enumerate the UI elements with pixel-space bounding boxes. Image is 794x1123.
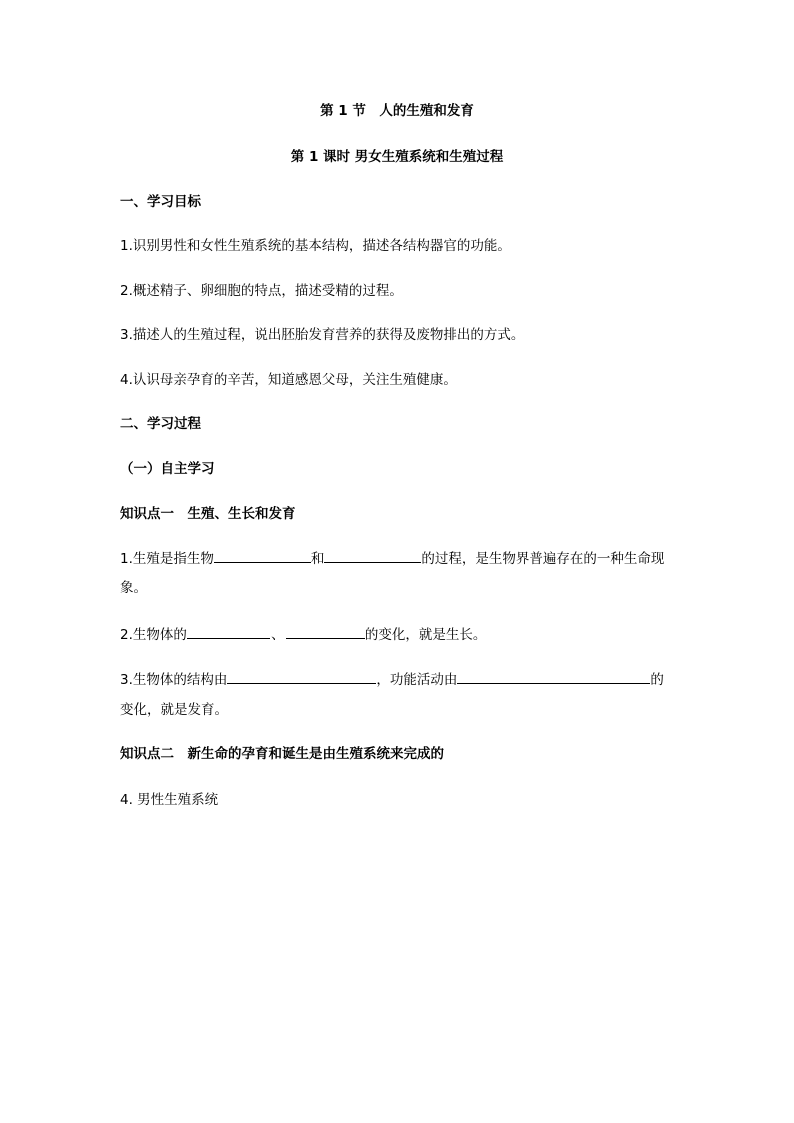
objective-item: 1.识别男性和女性生殖系统的基本结构，描述各结构器官的功能。: [120, 238, 511, 254]
section-heading-process: 二、学习过程: [120, 416, 201, 432]
question-3-continued: 变化，就是发育。: [120, 702, 228, 718]
question-1: [120, 548, 664, 569]
question-text: ，功能活动由: [376, 672, 458, 688]
question-text: 、: [271, 627, 285, 643]
page-title: 第 1 节 人的生殖和发育: [320, 103, 474, 119]
objective-item: 2.概述精子、卵细胞的特点，描述受精的过程。: [120, 283, 403, 299]
objective-item: 4.认识母亲孕育的辛苦，知道感恩父母，关注生殖健康。: [120, 372, 457, 388]
question-4: 4. 男性生殖系统: [120, 792, 219, 808]
lesson-subtitle: 第 1 课时 男女生殖系统和生殖过程: [290, 149, 504, 165]
question-text: 和: [310, 551, 325, 567]
question-text: 1.生殖是指生物: [120, 551, 214, 567]
question-text: 的变化，就是生长。: [364, 627, 487, 643]
answer-blank[interactable]: [187, 624, 270, 639]
question-3: [120, 669, 664, 690]
question-text: 2.生物体的: [120, 627, 187, 643]
knowledge-point-heading: 知识点二 新生命的孕育和诞生是由生殖系统来完成的: [120, 746, 444, 762]
answer-blank[interactable]: [324, 548, 421, 563]
subsection-heading: （一）自主学习: [120, 461, 215, 477]
knowledge-point-heading: 知识点一 生殖、生长和发育: [120, 506, 296, 522]
question-text: 的: [650, 672, 664, 688]
answer-blank[interactable]: [227, 669, 376, 684]
answer-blank[interactable]: [214, 548, 311, 563]
answer-blank[interactable]: [286, 624, 365, 639]
question-2: [120, 624, 486, 645]
question-text: 的过程，是生物界普遍存在的一种生命现: [421, 551, 665, 567]
question-text: 3.生物体的结构由: [120, 672, 228, 688]
answer-blank[interactable]: [457, 669, 650, 684]
section-heading-objectives: 一、学习目标: [120, 194, 201, 210]
objective-item: 3.描述人的生殖过程，说出胚胎发育营养的获得及废物排出的方式。: [120, 327, 525, 343]
question-1-continued: 象。: [120, 580, 147, 596]
